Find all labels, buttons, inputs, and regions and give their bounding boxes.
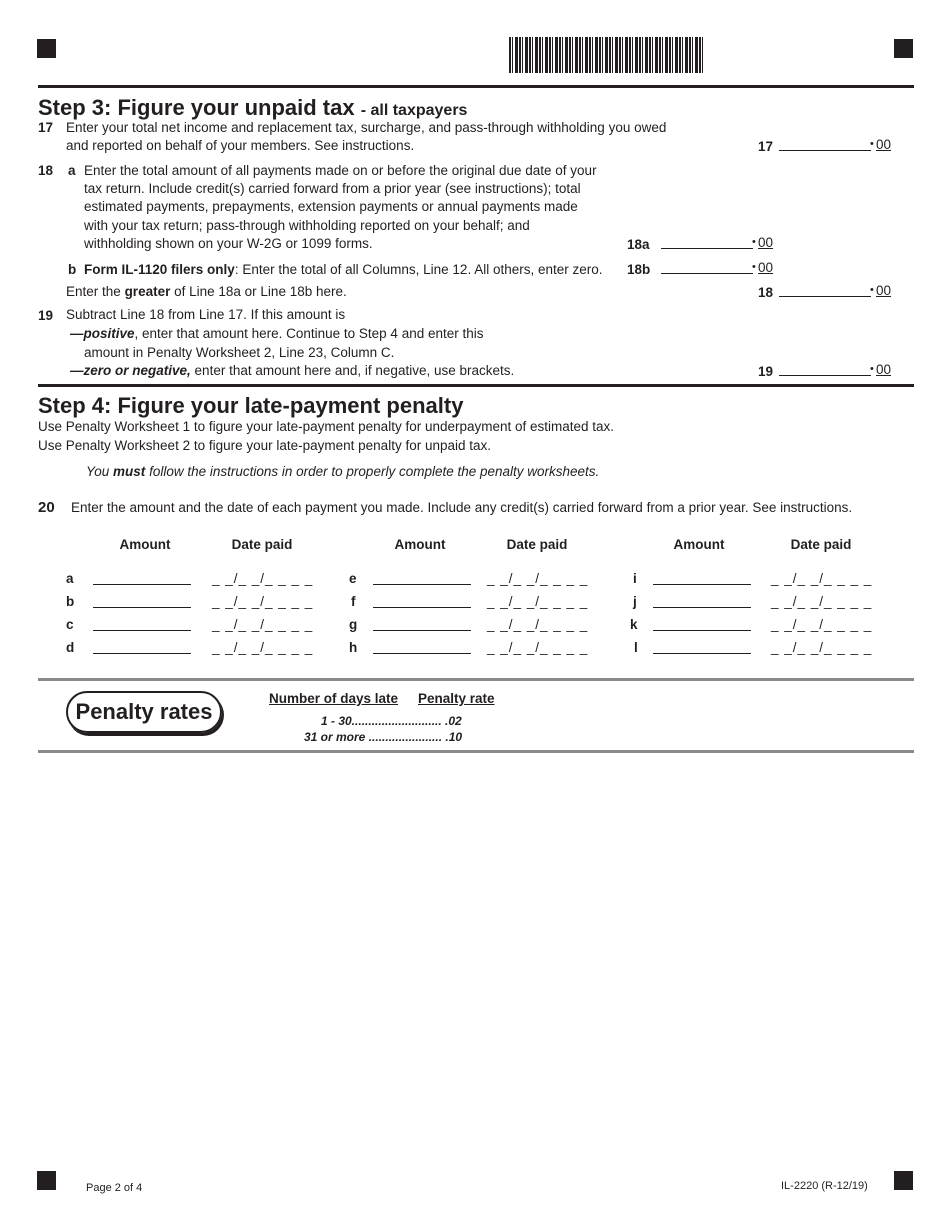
line18b-letter: b: [68, 262, 77, 277]
payment-j-amount[interactable]: [653, 593, 751, 608]
form-id: IL-2220 (R-12/19): [781, 1180, 868, 1192]
line18b-ref: 18b: [627, 262, 651, 277]
line18a-cents: • 00: [758, 235, 773, 250]
col2-amount-header: Amount: [394, 537, 446, 552]
line19-positive: —positive, enter that amount here. Continue to Step 4 and enter this: [70, 326, 484, 341]
payment-j-date[interactable]: _ _/_ _/_ _ _ _: [771, 594, 873, 609]
line18a-text-3: estimated payments, prepayments, extension payments or annual payments made: [84, 199, 578, 214]
payment-letter-d: d: [66, 640, 75, 655]
step4-text-1: Use Penalty Worksheet 1 to figure your late-payment penalty for underpayment of estimated tax.: [38, 419, 615, 434]
penalty-rates-label: Penalty rates: [66, 691, 222, 733]
line18b-amount-field[interactable]: [661, 259, 753, 274]
payment-d-date[interactable]: _ _/_ _/_ _ _ _: [212, 640, 314, 655]
line18-cents: • 00: [876, 283, 891, 298]
line17-ref: 17: [758, 139, 774, 154]
penalty-top-rule: [38, 678, 914, 681]
payment-c-amount[interactable]: [93, 616, 191, 631]
payment-i-date[interactable]: _ _/_ _/_ _ _ _: [771, 571, 873, 586]
payment-letter-k: k: [630, 617, 638, 632]
payment-letter-g: g: [349, 617, 358, 632]
line19-cents: • 00: [876, 362, 891, 377]
line17-text-1: Enter your total net income and replacement tax, surcharge, and pass-through withholding you owed: [66, 120, 667, 135]
payment-b-date[interactable]: _ _/_ _/_ _ _ _: [212, 594, 314, 609]
payment-letter-c: c: [66, 617, 74, 632]
penalty-bottom-rule: [38, 750, 914, 753]
line18b-cents: • 00: [758, 260, 773, 275]
payment-f-date[interactable]: _ _/_ _/_ _ _ _: [487, 594, 589, 609]
registration-mark-top-right: [894, 39, 913, 58]
col3-amount-header: Amount: [673, 537, 725, 552]
payment-letter-e: e: [349, 571, 357, 586]
payment-letter-f: f: [351, 594, 356, 609]
step4-title: Step 4: Figure your late-payment penalty: [38, 393, 464, 418]
line18a-text-1: Enter the total amount of all payments made on or before the original due date of your: [84, 163, 597, 178]
barcode: [509, 37, 704, 73]
line18a-ref: 18a: [627, 237, 650, 252]
payment-k-amount[interactable]: [653, 616, 751, 631]
header-rule: [38, 85, 914, 88]
payment-g-amount[interactable]: [373, 616, 471, 631]
line18a-text-2: tax return. Include credit(s) carried forward from a prior year (see instructions); total: [84, 181, 581, 196]
line19-amount-field[interactable]: [779, 361, 871, 376]
penalty-rate-row-2: 31 or more ...................... .10: [304, 730, 463, 744]
step3-bottom-rule: [38, 384, 914, 387]
col3-date-header: Date paid: [790, 537, 852, 552]
payment-g-date[interactable]: _ _/_ _/_ _ _ _: [487, 617, 589, 632]
col1-amount-header: Amount: [119, 537, 171, 552]
payment-a-date[interactable]: _ _/_ _/_ _ _ _: [212, 571, 314, 586]
payment-letter-a: a: [66, 571, 74, 586]
payment-f-amount[interactable]: [373, 593, 471, 608]
line18-total-text: Enter the greater of Line 18a or Line 18b here.: [66, 284, 347, 299]
payment-b-amount[interactable]: [93, 593, 191, 608]
line18-amount-field[interactable]: [779, 282, 871, 297]
col2-date-header: Date paid: [506, 537, 568, 552]
line20-text: Enter the amount and the date of each payment you made. Include any credit(s) carried forward from a prior year. See instructions.: [71, 500, 853, 515]
step3-title: Step 3: Figure your unpaid tax - all taxpayers: [38, 95, 468, 120]
line18a-letter: a: [68, 163, 76, 178]
payment-h-amount[interactable]: [373, 639, 471, 654]
line18-number: 18: [38, 163, 54, 178]
payment-d-amount[interactable]: [93, 639, 191, 654]
col1-date-header: Date paid: [231, 537, 293, 552]
payment-c-date[interactable]: _ _/_ _/_ _ _ _: [212, 617, 314, 632]
payment-l-date[interactable]: _ _/_ _/_ _ _ _: [771, 640, 873, 655]
registration-mark-top-left: [37, 39, 56, 58]
step4-note: You must follow the instructions in order to properly complete the penalty worksheets.: [86, 464, 600, 479]
payment-i-amount[interactable]: [653, 570, 751, 585]
line19-text-1: Subtract Line 18 from Line 17. If this amount is: [66, 307, 346, 322]
payment-letter-b: b: [66, 594, 75, 609]
line18b-text: Form IL-1120 filers only: Enter the total of all Columns, Line 12. All others, enter zero.: [84, 262, 603, 277]
page-number: Page 2 of 4: [86, 1182, 143, 1194]
penalty-rate-header: Penalty rate: [418, 691, 495, 706]
payment-e-date[interactable]: _ _/_ _/_ _ _ _: [487, 571, 589, 586]
line18a-text-5: withholding shown on your W-2G or 1099 forms.: [84, 236, 373, 251]
payment-letter-h: h: [349, 640, 358, 655]
line19-negative: —zero or negative, enter that amount here and, if negative, use brackets.: [70, 363, 515, 378]
line17-amount-field[interactable]: [779, 136, 871, 151]
line19-positive-2: amount in Penalty Worksheet 2, Line 23, Column C.: [84, 345, 395, 360]
step4-text-2: Use Penalty Worksheet 2 to figure your late-payment penalty for unpaid tax.: [38, 438, 491, 453]
registration-mark-bottom-left: [37, 1171, 56, 1190]
line20-number: 20: [38, 499, 55, 516]
line19-number: 19: [38, 308, 54, 323]
days-late-header: Number of days late: [269, 691, 399, 706]
payment-k-date[interactable]: _ _/_ _/_ _ _ _: [771, 617, 873, 632]
payment-e-amount[interactable]: [373, 570, 471, 585]
penalty-rate-row-1: 1 - 30........................... .02: [321, 714, 462, 728]
line17-cents: • 00: [876, 137, 891, 152]
line18a-text-4: with your tax return; pass-through withholding reported on your behalf; and: [84, 218, 530, 233]
payment-letter-j: j: [633, 594, 637, 609]
payment-l-amount[interactable]: [653, 639, 751, 654]
line18a-amount-field[interactable]: [661, 234, 753, 249]
line19-ref: 19: [758, 364, 774, 379]
line17-text-2: and reported on behalf of your members. See instructions.: [66, 138, 415, 153]
payment-letter-i: i: [633, 571, 637, 586]
line18-ref: 18: [758, 285, 774, 300]
registration-mark-bottom-right: [894, 1171, 913, 1190]
payment-letter-l: l: [634, 640, 638, 655]
payment-h-date[interactable]: _ _/_ _/_ _ _ _: [487, 640, 589, 655]
line17-number: 17: [38, 120, 54, 135]
payment-a-amount[interactable]: [93, 570, 191, 585]
